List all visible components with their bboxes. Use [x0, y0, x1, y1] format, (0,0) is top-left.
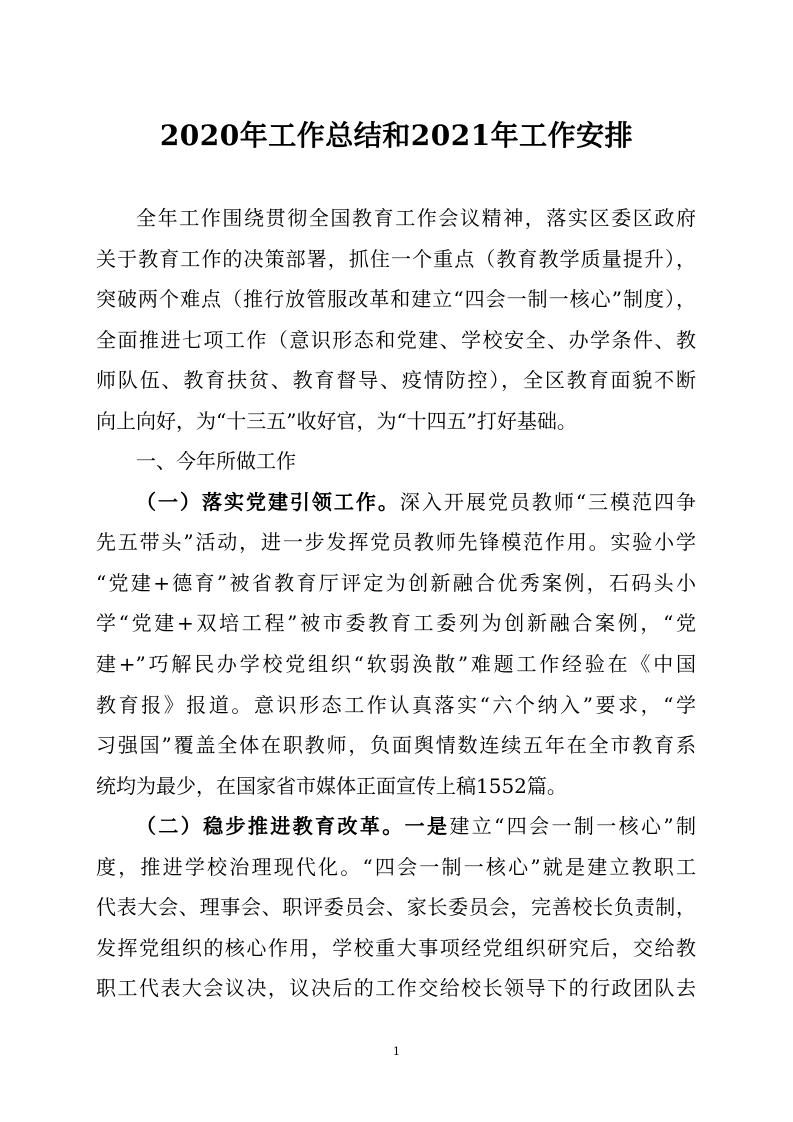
page-number: 1: [393, 1045, 400, 1058]
item2-label: （二）稳步推进教育改革。: [136, 814, 405, 839]
item1-line: 统均为最少，在国家省市媒体正面宣传上稿1552篇。: [96, 773, 567, 798]
item2-sub-label: 一是: [404, 814, 450, 839]
item2-line: 度，推进学校治理现代化。“四会一制一核心”就是建立教职工: [96, 854, 696, 879]
item2-line: 发挥党组织的核心作用，学校重大事项经党组织研究后，交给教: [96, 935, 696, 960]
intro-line: 全面推进七项工作（意识形态和党建、学校安全、办学条件、教: [96, 327, 696, 352]
item1-line: 学“党建+双培工程”被市委教育工委列为创新融合案例，“党: [96, 611, 696, 636]
item1-first-line-text: 深入开展党员教师“三模范四争: [399, 489, 696, 514]
item2-line: 职工代表大会议决，议决后的工作交给校长领导下的行政团队去: [96, 976, 696, 1001]
intro-line: 师队伍、教育扶贫、教育督导、疫情防控），全区教育面貌不断: [96, 368, 696, 393]
intro-line: 突破两个难点（推行放管服改革和建立“四会一制一核心”制度），: [96, 287, 696, 312]
document-title: 2020年工作总结和2021年工作安排: [159, 119, 634, 152]
item2-line: 代表大会、理事会、职评委员会、家长委员会，完善校长负责制，: [96, 895, 696, 920]
item1-first-line: [96, 482, 696, 523]
item2-first-line-text: 建立“四会一制一核心”制: [449, 814, 697, 839]
item1-line: “党建+德育”被省教育厅评定为创新融合优秀案例，石码头小: [96, 570, 696, 595]
section-heading: 一、今年所做工作: [136, 449, 296, 474]
item1-line: 建+”巧解民办学校党组织“软弱涣散”难题工作经验在《中国: [96, 652, 696, 677]
document-body: [96, 198, 696, 1009]
intro-line: 向上向好，为“十三五”收好官，为“十四五”打好基础。: [96, 408, 577, 433]
item2-first-line: [96, 806, 696, 847]
item1-label: （一）落实党建引领工作。: [136, 489, 400, 514]
item1-line: 习强国”覆盖全体在职教师，负面舆情数连续五年在全市教育系: [96, 733, 696, 758]
item1-line: 教育报》报道。意识形态工作认真落实“六个纳入”要求，“学: [96, 692, 696, 717]
intro-line: 关于教育工作的决策部署，抓住一个重点（教育教学质量提升），: [96, 246, 696, 271]
intro-line: 全年工作围绕贯彻全国教育工作会议精神，落实区委区政府: [136, 206, 696, 230]
item1-line: 先五带头”活动，进一步发挥党员教师先锋模范作用。实验小学: [96, 530, 696, 555]
